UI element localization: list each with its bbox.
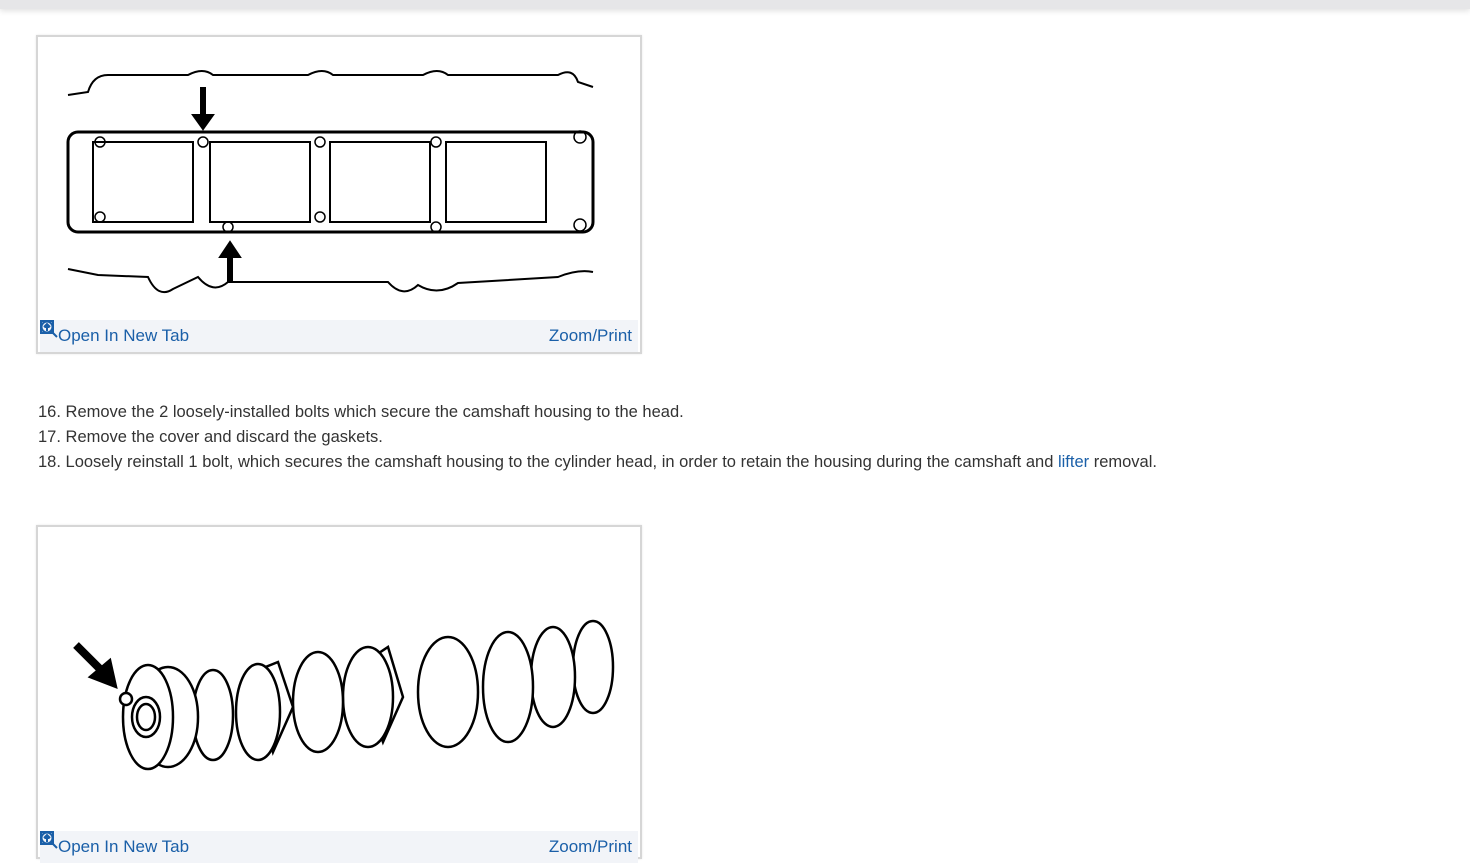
lifter-link[interactable]: lifter — [1057, 453, 1090, 471]
step-18 — [38, 450, 1157, 475]
step-16 — [38, 400, 1157, 425]
figure-camshaft — [36, 525, 642, 859]
step-text: Loosely reinstall 1 bolt, which secures the camshaft housing to the cylinder head, in order to retain the housing during the camshaft and — [65, 453, 1058, 471]
zoom-print-label: Zoom/Print — [548, 326, 632, 345]
figure-footer — [40, 320, 638, 352]
step-17 — [38, 425, 1157, 450]
step-text: removal. — [1089, 453, 1157, 471]
figure-gasket — [36, 35, 642, 354]
procedure-steps — [38, 400, 1157, 475]
open-in-new-tab-label: Open In New Tab — [58, 837, 190, 856]
gasket-diagram — [38, 37, 640, 322]
browser-top-bar — [0, 0, 1470, 9]
step-number: 18. — [38, 453, 61, 471]
open-in-new-tab-link[interactable] — [52, 326, 189, 346]
step-number: 16. — [38, 403, 61, 421]
figure-footer — [40, 831, 638, 863]
camshaft-diagram — [38, 527, 640, 827]
open-in-new-tab-label: Open In New Tab — [58, 326, 190, 345]
zoom-print-link[interactable] — [543, 326, 632, 346]
open-in-new-tab-link[interactable] — [52, 837, 189, 857]
zoom-print-label: Zoom/Print — [548, 837, 632, 856]
step-text: Remove the 2 loosely-installed bolts which secure the camshaft housing to the head. — [65, 403, 684, 421]
zoom-print-link[interactable] — [543, 837, 632, 857]
step-text: Remove the cover and discard the gaskets. — [65, 428, 383, 446]
step-number: 17. — [38, 428, 61, 446]
